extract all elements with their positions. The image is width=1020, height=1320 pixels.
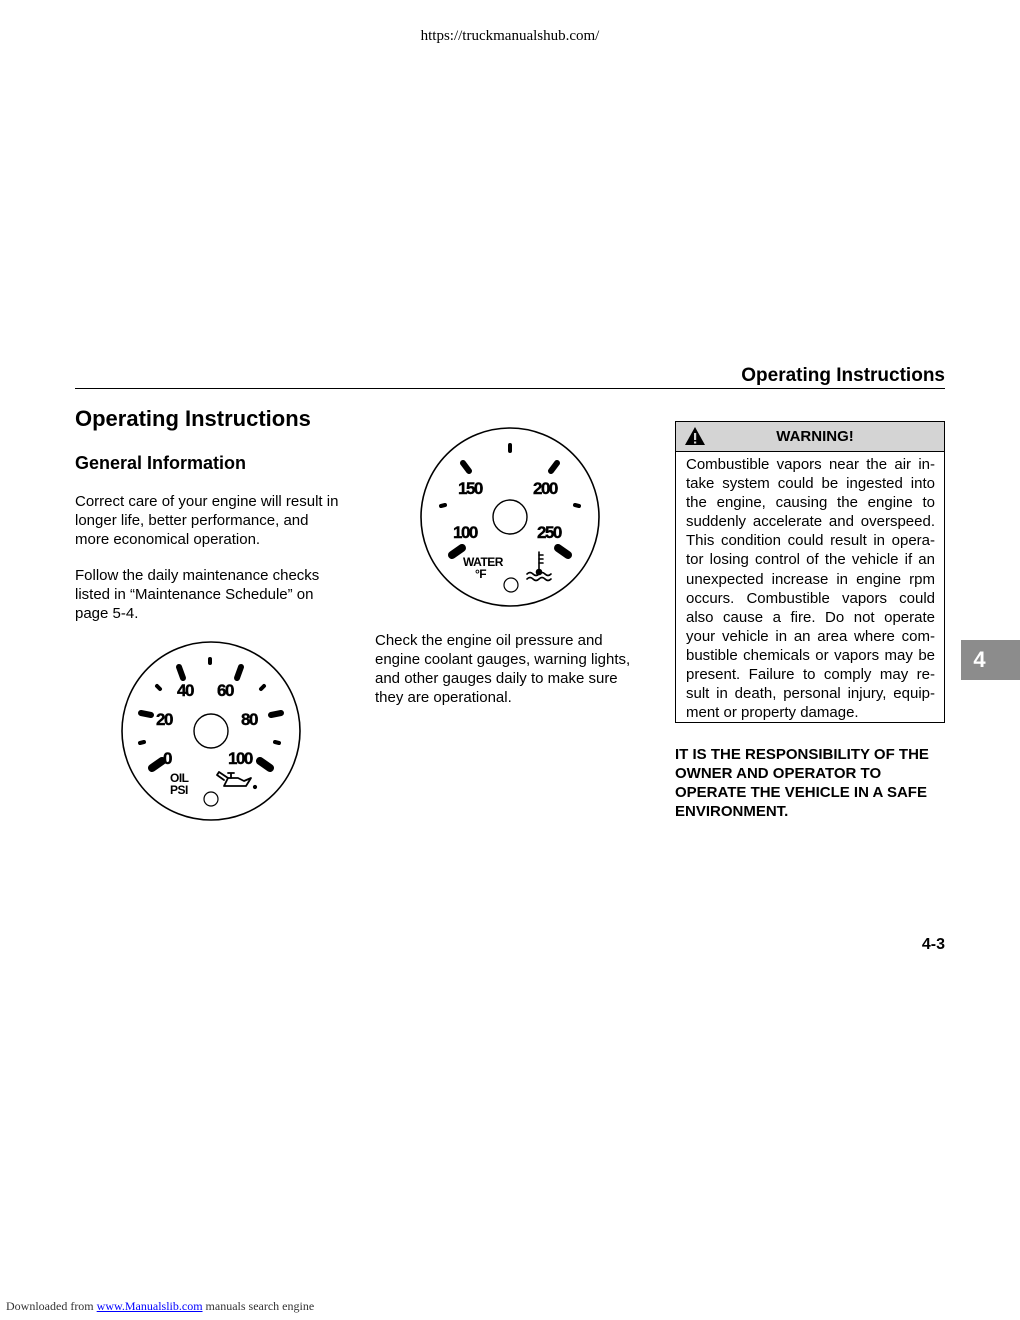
oil-gauge-label-40: 40: [177, 681, 193, 700]
section-title: General Information: [75, 453, 247, 473]
oil-gauge-label-80: 80: [241, 710, 257, 729]
oil-gauge-label-60: 60: [217, 681, 233, 700]
oil-gauge-label-20: 20: [156, 710, 172, 729]
water-gauge-unit-line1: WATER: [463, 555, 503, 569]
running-header: Operating Instructions: [741, 365, 945, 386]
source-url: https://truckmanualshub.com/: [420, 28, 600, 44]
oil-pressure-gauge-illustration: [120, 640, 302, 822]
download-footer: [6, 1299, 314, 1314]
header-divider: [75, 388, 945, 389]
warning-title: WARNING!: [776, 428, 854, 445]
footer-prefix: Downloaded from: [6, 1299, 94, 1313]
chapter-tab[interactable]: 4: [961, 640, 1020, 680]
water-gauge-label-200: 200: [533, 479, 557, 498]
oil-pressure-gauge: [120, 640, 302, 822]
footer-suffix: manuals search engine: [205, 1299, 315, 1313]
warning-box: [675, 421, 945, 723]
oil-gauge-label-0: 0: [163, 749, 171, 768]
water-gauge-label-100: 100: [453, 523, 477, 542]
water-gauge-unit-line2: °F: [475, 567, 487, 581]
oil-gauge-label-100: 100: [228, 749, 252, 768]
coolant-temperature-gauge-illustration: [419, 426, 601, 608]
warning-body: Combustible vapors near the air in-take system could be ingested into the engine, causing the engine to suddenly accelerate and overspeed. This condition could result in opera-tor losing control of the vehicle if an unexpected increase in engine rpm occurs. Combustible vapors could also cause a fire. Do not operate your vehicle in an area where com-bustible chemicals or vapors may be present. Failure to comply may re-sult in death, personal injury, equip-ment or property damage.: [686, 456, 935, 722]
oil-gauge-unit-line1: OIL: [170, 771, 189, 785]
manualslib-link[interactable]: www.Manualslib.com: [96, 1299, 203, 1313]
page-number: 4-3: [921, 936, 945, 953]
coolant-temperature-gauge: [419, 426, 601, 608]
oil-gauge-unit-line2: PSI: [170, 783, 188, 797]
paragraph-maintenance-checks: Follow the daily maintenance checks listed in “Maintenance Schedule” on page 5-4.: [75, 567, 320, 622]
warning-header: [676, 422, 944, 452]
paragraph-engine-care: Correct care of your engine will result in longer life, better performance, and more economical operation.: [75, 493, 339, 548]
paragraph-check-gauges: Check the engine oil pressure and engine coolant gauges, warning lights, and other gauges daily to make sure they are operational.: [375, 632, 631, 706]
water-gauge-label-250: 250: [537, 523, 561, 542]
water-gauge-label-150: 150: [458, 479, 482, 498]
responsibility-notice: IT IS THE RESPONSIBILITY OF THE OWNER AND OPERATOR TO OPERATE THE VEHICLE IN A SAFE ENVIRONMENT.: [675, 746, 929, 820]
page-title: Operating Instructions: [75, 406, 311, 431]
